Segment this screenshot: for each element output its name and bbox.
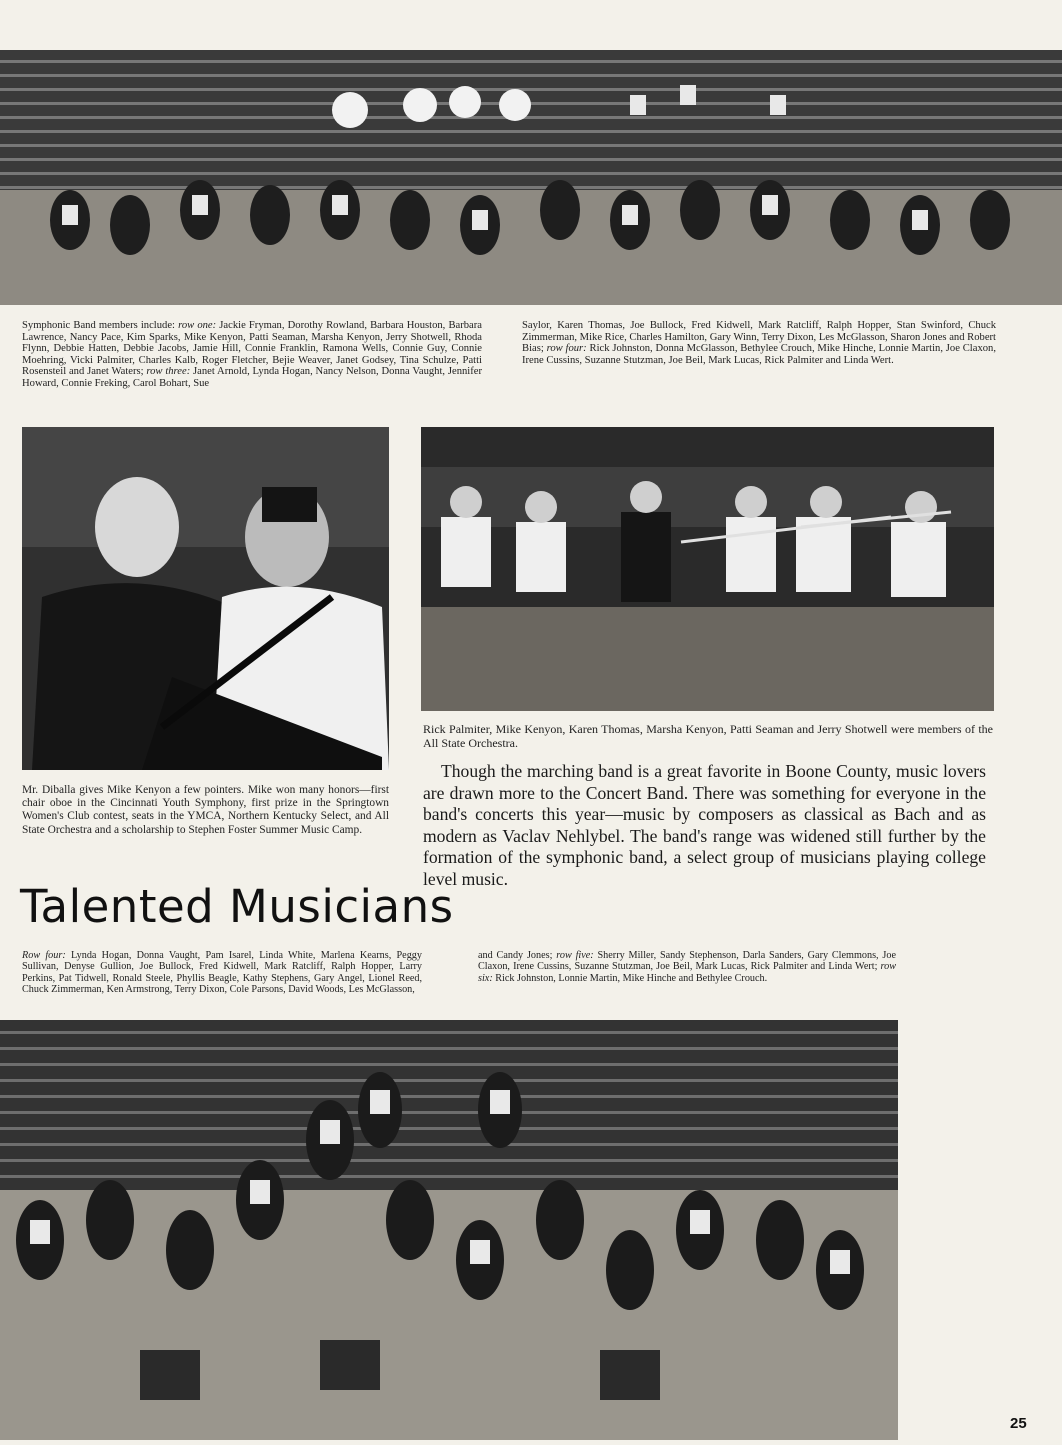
oboe-lesson-photo [22,427,389,770]
row-four-names: Rick Johnston, Donna McGlasson, Bethylee Crouch, Mike Hinche, Lonnie Martin, Joe Claxon, Irene Cussins, Suzanne Stutzman, Joe Beil, Mark Lucas, Rick Palmiter and Linda Wert. [522,343,996,366]
row-six-names: Rick Johnston, Lonnie Martin, Mike Hinche and Bethylee Crouch. [492,972,768,984]
oboe-lesson-caption: Mr. Diballa gives Mike Kenyon a few pointers. Mike won many honors—first chair oboe in the Cincinnati Youth Symphony, first prize in the Springtown Women's Club contest, seats in the YMCA, Northern Kentucky Select, and All State Orchestra and a scholarship to Stephen Foster Summer Music Camp. [22,784,389,836]
caption-intro: Symphonic Band members include: [22,320,179,331]
symphonic-band-photo-art [0,50,1062,305]
concert-band-paragraph: Though the marching band is a great favorite in Boone County, music lovers are drawn more to the Concert Band. There was something for everyone in the band's concerts this year—music by composers as classical as Bach and as modern as Vaclav Nehlybel. The band's range was widened still further by the formation of the symphonic band, a select group of musicians playing college level music. [423,761,986,889]
row-six-label: row six: [478,961,896,984]
row-three-names: Janet Arnold, Lynda Hogan, Nancy Nelson, Donna Vaught, Jennifer Howard, Connie Freking, Carol Bohart, Sue [22,366,482,389]
symphonic-band-caption-col2 [522,320,996,366]
row-four-names: Lynda Hogan, Donna Vaught, Pam Isarel, Linda White, Marlena Kearns, Peggy Sullivan, Denyse Gullion, Joe Bullock, Fred Kidwell, Mark Ratcliff, Ralph Hopper, Larry Perkins, Pat Tidwell, Ronald Steele, Phyllis Beagle, Kathy Stephens, Gary Angel, Lionel Reed, Chuck Zimmerman, Ken Armstrong, Terry Dixon, Cole Parsons, David Woods, Les McGlasson, [22,950,422,996]
concert-band-caption-col2 [478,950,896,984]
all-state-orchestra-photo [421,427,994,711]
concert-band-photo-art [0,1020,898,1440]
row-three-label: row three: [146,366,191,378]
caption-continued-names: and Candy Jones; [478,950,557,961]
symphonic-band-caption-col1 [22,320,482,390]
row-five-label: row five: [556,950,594,961]
concert-band-photo [0,1020,898,1440]
all-state-orchestra-photo-art [421,427,994,711]
row-one-label: row one: [178,320,217,331]
symphonic-band-photo [0,50,1062,305]
all-state-orchestra-caption: Rick Palmiter, Mike Kenyon, Karen Thomas, Marsha Kenyon, Patti Seaman and Jerry Shotwell were members of the All State Orchestra. [423,722,993,750]
oboe-lesson-photo-art [22,427,389,770]
page-number: 25 [1010,1415,1027,1432]
page-headline: Talented Musicians [20,880,454,933]
row-five-names: Sherry Miller, Sandy Stephenson, Darla Sanders, Gary Clemmons, Joe Claxon, Irene Cussins, Suzanne Stutzman, Joe Beil, Mark Lucas, Rick Palmiter and Linda Wert; [478,950,896,973]
row-four-label: row four: [546,343,587,355]
concert-band-caption-col1 [22,950,422,996]
row-four-label: Row four: [22,950,66,961]
row-one-names: Jackie Fryman, Dorothy Rowland, Barbara Houston, Barbara Lawrence, Nancy Pace, Kim Sparks, Mike Kenyon, Patti Seaman, Marsha Kenyon, Jerry Shotwell, Rhoda Flynn, Debbie Hatten, Debbie Jacobs, Jamie Hill, Connie Franklin, Ramona Wells, Connie Guy, Connie Moehring, Vicki Palmiter, Charles Kalb, Roger Fletcher, Bejie Weaver, Janet Godsey, Tina Schulze, Patti Rosensteil and Janet Waters; [22,320,482,378]
caption-continued-names: Saylor, Karen Thomas, Joe Bullock, Fred Kidwell, Mark Ratcliff, Ralph Hopper, Stan Swinford, Chuck Zimmerman, Mike Rice, Charles Hamilton, Gary Winn, Terry Dixon, Les McGlasson, Sharon Jones and Robert Bias; [522,320,996,355]
